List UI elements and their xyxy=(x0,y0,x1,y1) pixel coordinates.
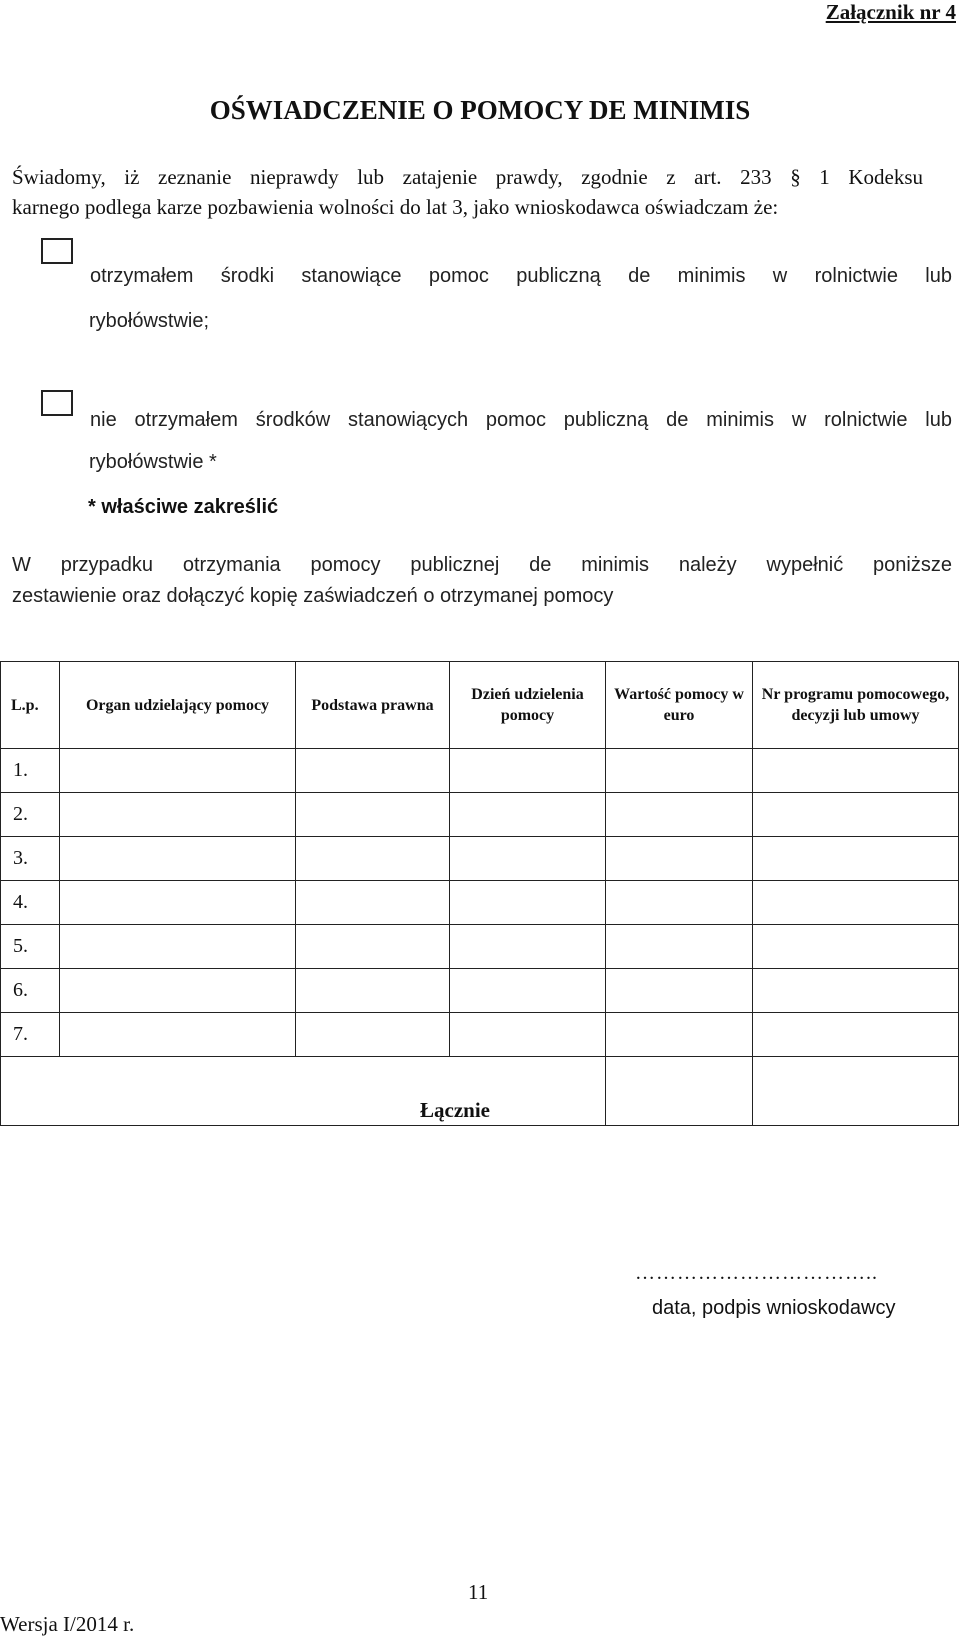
option-not-received-checkbox[interactable] xyxy=(41,390,73,416)
signature-line: …………………………….. xyxy=(635,1262,878,1284)
header-program-number: Nr programu pomocowego, decyzji lub umowy xyxy=(753,662,959,749)
cell-date[interactable] xyxy=(450,1013,606,1057)
cell-legal-basis[interactable] xyxy=(296,749,450,793)
cell-value[interactable] xyxy=(606,1013,753,1057)
cell-date[interactable] xyxy=(450,749,606,793)
table-row xyxy=(1,881,959,925)
cell-value[interactable] xyxy=(606,925,753,969)
table-row xyxy=(1,793,959,837)
document-title: OŚWIADCZENIE O POMOCY DE MINIMIS xyxy=(209,95,751,125)
option-received-checkbox[interactable] xyxy=(41,238,73,264)
table-header-row xyxy=(1,662,959,749)
total-label-cell xyxy=(1,1057,606,1126)
cell-program[interactable] xyxy=(753,749,959,793)
cell-organ[interactable] xyxy=(60,969,296,1013)
cell-program[interactable] xyxy=(753,925,959,969)
cell-date[interactable] xyxy=(450,793,606,837)
header-lp: L.p. xyxy=(1,662,60,749)
signature-label: data, podpis wnioskodawcy xyxy=(652,1297,896,1319)
cell-date[interactable] xyxy=(450,969,606,1013)
cell-value[interactable] xyxy=(606,881,753,925)
row-number: 7. xyxy=(1,1013,60,1057)
cell-date[interactable] xyxy=(450,837,606,881)
cell-legal-basis[interactable] xyxy=(296,925,450,969)
row-number: 1. xyxy=(1,749,60,793)
cell-total-empty xyxy=(753,1057,959,1126)
table-row xyxy=(1,749,959,793)
cell-program[interactable] xyxy=(753,793,959,837)
version-label: Wersja I/2014 r. xyxy=(0,1612,135,1636)
cell-legal-basis[interactable] xyxy=(296,837,450,881)
cell-organ[interactable] xyxy=(60,1013,296,1057)
footnote: * właściwe zakreślić xyxy=(88,496,279,518)
table-row xyxy=(1,925,959,969)
table-row xyxy=(1,969,959,1013)
table-row xyxy=(1,1013,959,1057)
intro-paragraph xyxy=(12,162,923,222)
instruction-line-2: zestawienie oraz dołączyć kopię zaświadczeń o otrzymanej pomocy xyxy=(12,585,614,607)
cell-program[interactable] xyxy=(753,1013,959,1057)
intro-line-2: karnego podlega karze pozbawienia wolności do lat 3, jako wnioskodawca oświadczam że: xyxy=(12,195,779,219)
row-number: 5. xyxy=(1,925,60,969)
instruction-paragraph xyxy=(12,550,952,612)
cell-value[interactable] xyxy=(606,969,753,1013)
header-value-eur: Wartość pomocy w euro xyxy=(606,662,753,749)
page-number: 11 xyxy=(468,1580,489,1604)
total-label: Łącznie xyxy=(420,1098,490,1122)
cell-organ[interactable] xyxy=(60,749,296,793)
cell-legal-basis[interactable] xyxy=(296,1013,450,1057)
cell-organ[interactable] xyxy=(60,881,296,925)
cell-program[interactable] xyxy=(753,969,959,1013)
option-received-line-2: rybołówstwie; xyxy=(89,310,210,332)
cell-value[interactable] xyxy=(606,749,753,793)
row-number: 6. xyxy=(1,969,60,1013)
cell-organ[interactable] xyxy=(60,793,296,837)
cell-total-value[interactable] xyxy=(606,1057,753,1126)
row-number: 3. xyxy=(1,837,60,881)
cell-date[interactable] xyxy=(450,925,606,969)
option-not-received-line-1: nie otrzymałem środków stanowiących pomoc publiczną de minimis w rolnictwie lub xyxy=(90,409,952,431)
header-legal-basis: Podstawa prawna xyxy=(296,662,450,749)
intro-line-1: Świadomy, iż zeznanie nieprawdy lub zatajenie prawdy, zgodnie z art. 233 § 1 Kodeksu xyxy=(12,165,923,189)
cell-value[interactable] xyxy=(606,793,753,837)
cell-legal-basis[interactable] xyxy=(296,881,450,925)
cell-value[interactable] xyxy=(606,837,753,881)
table-row xyxy=(1,837,959,881)
cell-legal-basis[interactable] xyxy=(296,969,450,1013)
cell-program[interactable] xyxy=(753,837,959,881)
aid-table xyxy=(0,661,959,1126)
cell-organ[interactable] xyxy=(60,837,296,881)
annex-label: Załącznik nr 4 xyxy=(825,0,956,24)
cell-organ[interactable] xyxy=(60,925,296,969)
cell-program[interactable] xyxy=(753,881,959,925)
row-number: 4. xyxy=(1,881,60,925)
row-number: 2. xyxy=(1,793,60,837)
option-received-line-1: otrzymałem środki stanowiące pomoc publiczną de minimis w rolnictwie lub xyxy=(90,265,952,287)
header-organ: Organ udzielający pomocy xyxy=(60,662,296,749)
cell-date[interactable] xyxy=(450,881,606,925)
header-date-granted: Dzień udzielenia pomocy xyxy=(450,662,606,749)
option-not-received-line-2: rybołówstwie * xyxy=(89,451,217,473)
table-total-row xyxy=(1,1057,959,1126)
instruction-line-1: W przypadku otrzymania pomocy publicznej de minimis należy wypełnić poniższe xyxy=(12,554,952,576)
cell-legal-basis[interactable] xyxy=(296,793,450,837)
